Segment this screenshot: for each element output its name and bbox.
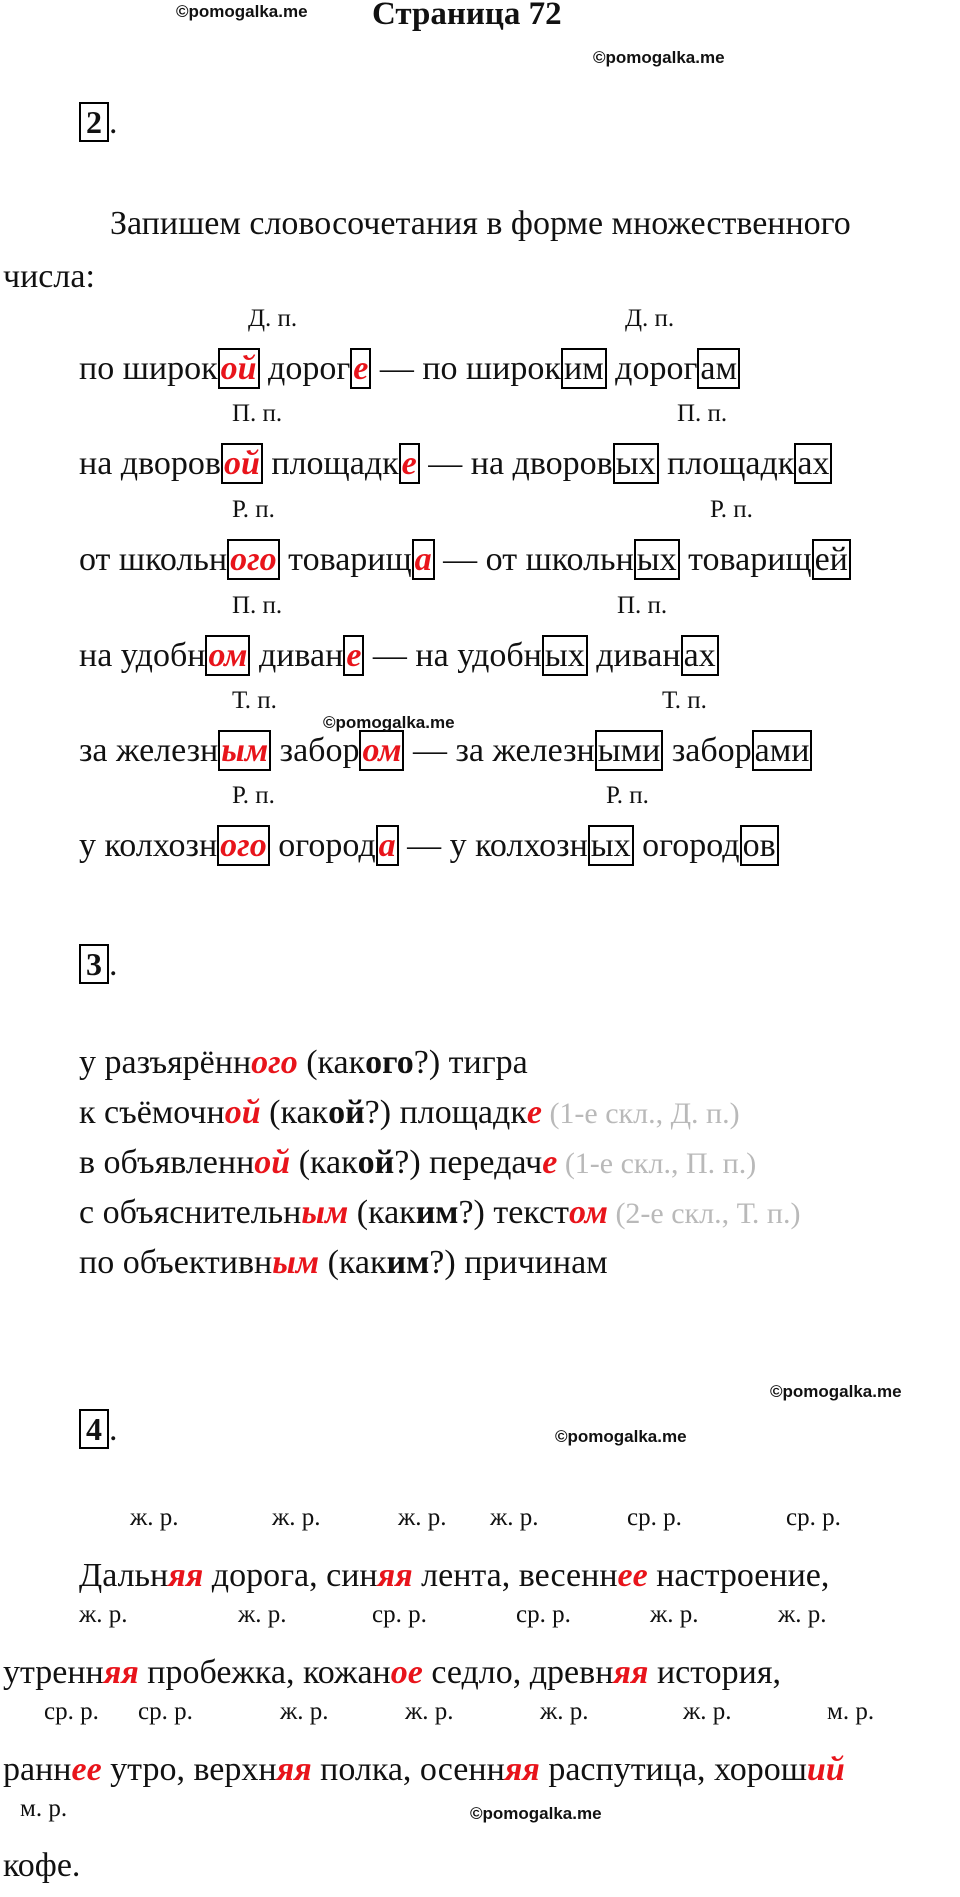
gender-label: ср. р. [138, 1698, 193, 1725]
gender-label: ж. р. [79, 1601, 128, 1628]
ending-box: ах [681, 635, 719, 676]
gender-label: ж. р. [650, 1601, 699, 1628]
case-label: П. п. [232, 400, 283, 427]
exercise-intro: Запишем словосочетания в форме множественного [110, 205, 851, 242]
gender-label: ж. р. [238, 1601, 287, 1628]
gender-label: ж. р. [398, 1504, 447, 1531]
gender-label: ж. р. [490, 1504, 539, 1531]
ending-box: ого [227, 539, 280, 580]
phrase-row: на дворовой площадке — на дворовых площадках [79, 444, 832, 484]
exercise-number-box: 4 [79, 1409, 109, 1449]
page-title: Страница 72 [372, 0, 562, 32]
text-line: утренняя пробежка, кожаное седло, древняя история, [3, 1654, 781, 1691]
dash: — [412, 732, 447, 769]
case-label: Р. п. [232, 496, 275, 523]
phrase-row: в объявленной (какой?) передаче (1-е скл., П. п.) [79, 1144, 757, 1181]
ending-box: им [561, 348, 607, 389]
ending-box: ых [634, 539, 680, 580]
ending-box: е [399, 443, 420, 484]
case-label: Р. п. [606, 782, 649, 809]
phrase-row: к съёмочной (какой?) площадке (1-е скл., Д. п.) [79, 1094, 740, 1131]
gender-label: ж. р. [280, 1698, 329, 1725]
watermark: ©pomogalka.me [470, 1804, 602, 1823]
phrase-row: у разъярённого (какого?) тигра [79, 1044, 528, 1081]
ending-box: е [343, 635, 364, 676]
ending-box: ей [812, 539, 851, 580]
exercise-number-box: 2 [79, 102, 109, 142]
ending-box: ых [588, 825, 634, 866]
case-label: П. п. [232, 592, 283, 619]
grammar-note: (2-е скл., Т. п.) [607, 1197, 801, 1230]
dash: — [407, 827, 442, 864]
phrase-row: у колхозного огорода — у колхозных огородов [79, 826, 779, 866]
dash: — [443, 541, 478, 578]
gender-label: ж. р. [778, 1601, 827, 1628]
ending-box: ов [740, 825, 779, 866]
dash: — [428, 445, 463, 482]
ending-box: ом [205, 635, 250, 676]
dash: — [379, 350, 414, 387]
gender-label: ж. р. [405, 1698, 454, 1725]
case-label: Т. п. [232, 687, 277, 714]
ending-box: ых [613, 443, 659, 484]
case-label: Р. п. [232, 782, 275, 809]
text-line: раннее утро, верхняя полка, осенняя распутица, хороший [3, 1751, 845, 1788]
case-label: П. п. [677, 400, 728, 427]
ending-box: а [376, 825, 399, 866]
exercise-number: 3 . [79, 944, 118, 985]
grammar-note: (1-е скл., П. п.) [557, 1147, 757, 1180]
gender-label: ж. р. [683, 1698, 732, 1725]
ending-box: ом [359, 730, 404, 771]
ending-box: е [350, 348, 371, 389]
text-line: Дальняя дорога, синяя лента, весеннее настроение, [79, 1557, 830, 1594]
ending-box: ам [697, 348, 740, 389]
ending-box: ым [218, 730, 271, 771]
ending-box: ами [752, 730, 813, 771]
exercise-number: 4 . [79, 1409, 118, 1450]
ending-box: ых [542, 635, 588, 676]
case-label: Т. п. [662, 687, 707, 714]
phrase-row: на удобном диване — на удобных диванах [79, 636, 719, 676]
ending-box: ах [794, 443, 832, 484]
gender-label: ср. р. [786, 1504, 841, 1531]
ending-box: ыми [595, 730, 664, 771]
ending-box: ой [221, 443, 263, 484]
ending-box: а [412, 539, 435, 580]
gender-label: м. р. [20, 1795, 68, 1822]
watermark: ©pomogalka.me [555, 1427, 687, 1446]
gender-label: ср. р. [516, 1601, 571, 1628]
grammar-note: (1-е скл., Д. п.) [541, 1097, 740, 1130]
case-label: Р. п. [710, 496, 753, 523]
ending-box: ой [218, 348, 260, 389]
gender-label: м. р. [827, 1698, 875, 1725]
phrase-row: по объективным (каким?) причинам [79, 1244, 608, 1281]
gender-label: ср. р. [44, 1698, 99, 1725]
watermark: ©pomogalka.me [323, 713, 455, 732]
phrase-row: с объяснительным (каким?) текстом (2-е скл., Т. п.) [79, 1194, 801, 1231]
exercise-intro: числа: [3, 258, 95, 295]
phrase-row: за железным забором — за железными заборами [79, 731, 812, 771]
ending-box: ого [217, 825, 270, 866]
case-label: Д. п. [625, 305, 675, 332]
gender-label: ж. р. [272, 1504, 321, 1531]
phrase-row: по широкой дороге — по широким дорогам [79, 349, 740, 389]
watermark: ©pomogalka.me [176, 2, 308, 21]
gender-label: ср. р. [372, 1601, 427, 1628]
watermark: ©pomogalka.me [770, 1382, 902, 1401]
phrase-row: от школьного товарища — от школьных товарищей [79, 540, 851, 580]
exercise-number: 2 . [79, 102, 118, 143]
gender-label: ж. р. [130, 1504, 179, 1531]
text-line: кофе. [3, 1847, 81, 1884]
case-label: П. п. [617, 592, 668, 619]
case-label: Д. п. [248, 305, 298, 332]
exercise-number-box: 3 [79, 944, 109, 984]
dash: — [372, 637, 407, 674]
gender-label: ср. р. [627, 1504, 682, 1531]
gender-label: ж. р. [540, 1698, 589, 1725]
watermark: ©pomogalka.me [593, 48, 725, 67]
